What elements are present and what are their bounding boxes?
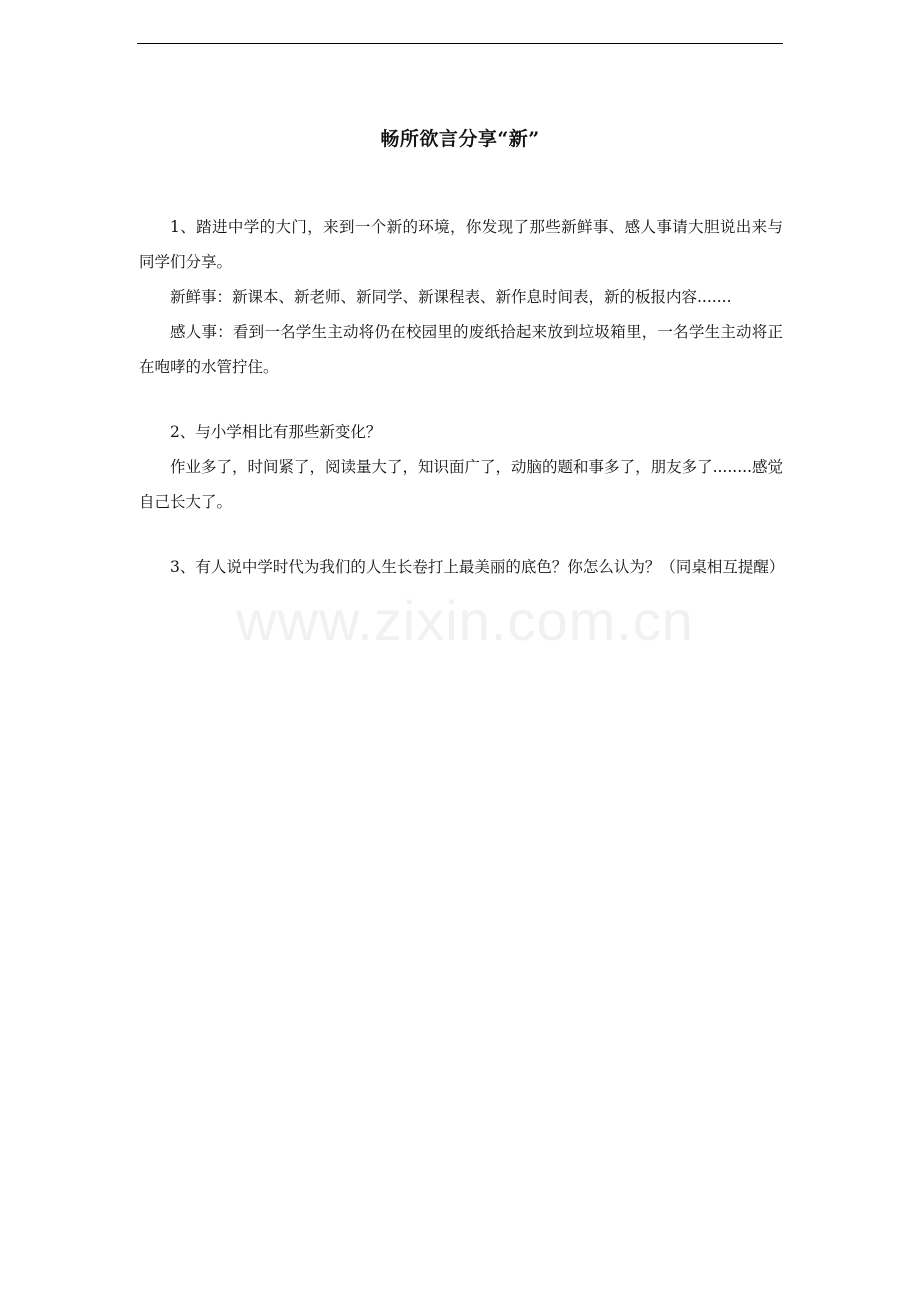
- question-1: 1、踏进中学的大门，来到一个新的环境，你发现了那些新鲜事、感人事请大胆说出来与同学们分享。: [139, 218, 783, 271]
- question-2: 2、与小学相比有那些新变化？: [170, 423, 382, 441]
- answer-2-changes: 作业多了，时间紧了，阅读量大了，知识面广了，动脑的题和事多了，朋友多了........感觉自己长大了。: [139, 458, 783, 511]
- section-3: [139, 550, 783, 585]
- section-gap: [139, 385, 783, 415]
- section-2: [139, 415, 783, 520]
- watermark: www.zixin.com.cn: [236, 589, 694, 652]
- answer-1-fresh-things: 新鲜事：新课本、新老师、新同学、新课程表、新作息时间表，新的板报内容.......: [170, 288, 732, 306]
- document-body: [139, 210, 783, 585]
- header-rule: [137, 43, 783, 44]
- section-gap: [139, 520, 783, 550]
- document-title: 畅所欲言分享“新”: [380, 128, 540, 150]
- question-3: 3、有人说中学时代为我们的人生长卷打上最美丽的底色？你怎么认为？（同桌相互提醒）: [170, 558, 785, 576]
- answer-1-touching-things: 感人事：看到一名学生主动将仍在校园里的废纸拾起来放到垃圾箱里，一名学生主动将正在咆哮的水管拧住。: [139, 323, 783, 376]
- section-1: [139, 210, 783, 385]
